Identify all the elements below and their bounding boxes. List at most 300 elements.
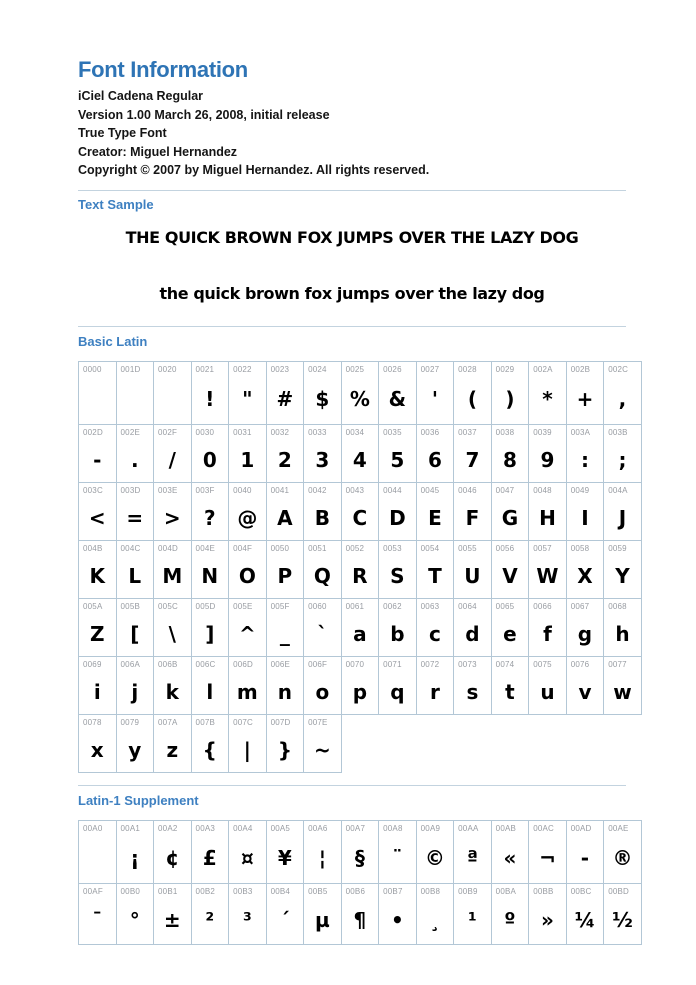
codepoint-label: 004D — [158, 543, 178, 553]
basic-latin-section — [78, 333, 632, 773]
codepoint-label: 002B — [570, 364, 591, 374]
glyph: Z — [90, 621, 105, 646]
codepoint-label: 0079 — [120, 717, 140, 727]
text-sample-heading: Text Sample — [78, 196, 154, 212]
codepoint-label: 004B — [83, 543, 103, 553]
page-title: Font Information — [78, 57, 248, 82]
codepoint-label: 00B4 — [270, 886, 291, 896]
glyph: 0 — [202, 447, 217, 472]
char-cell — [491, 598, 529, 656]
creator-line: Creator: Miguel Hernandez — [78, 144, 238, 159]
char-cell — [341, 656, 379, 714]
char-cell — [79, 714, 117, 772]
sample-text-lowercase: the quick brown fox jumps over the lazy dog — [159, 283, 545, 303]
char-cell — [454, 820, 492, 883]
char-cell — [191, 361, 229, 424]
codepoint-label: 003C — [83, 485, 103, 495]
glyph: # — [276, 387, 294, 411]
codepoint-label: 005A — [83, 601, 103, 611]
glyph: ` — [317, 621, 328, 646]
char-cell — [529, 482, 567, 540]
sample-text-uppercase: THE QUICK BROWN FOX JUMPS OVER THE LAZY DOG — [125, 227, 579, 247]
codepoint-label: 0033 — [308, 427, 327, 437]
codepoint-label: 0034 — [345, 427, 365, 437]
codepoint-label: 00B5 — [308, 886, 328, 896]
glyph: n — [277, 679, 292, 704]
char-cell — [154, 656, 192, 714]
codepoint-label: 0067 — [570, 601, 590, 611]
codepoint-label: 0058 — [570, 543, 590, 553]
glyph: i — [93, 679, 101, 704]
glyph: ¦ — [318, 846, 326, 870]
codepoint-label: 00BA — [495, 886, 517, 896]
char-cell — [266, 656, 304, 714]
codepoint-label: 002A — [533, 364, 553, 374]
char-cell — [341, 820, 379, 883]
codepoint-label: 00B3 — [233, 886, 253, 896]
codepoint-label: 00B8 — [420, 886, 441, 896]
char-cell — [454, 540, 492, 598]
basic-latin-charmap — [78, 361, 642, 773]
codepoint-label: 007D — [270, 717, 291, 727]
codepoint-label: 0022 — [233, 364, 252, 374]
char-cell — [304, 540, 342, 598]
codepoint-label: 0069 — [83, 659, 102, 669]
char-cell — [379, 820, 417, 883]
codepoint-label: 0075 — [533, 659, 552, 669]
codepoint-label: 0074 — [495, 659, 515, 669]
char-cell — [191, 598, 229, 656]
char-cell — [229, 482, 267, 540]
glyph: E — [428, 505, 442, 530]
char-cell — [116, 714, 154, 772]
glyph: J — [618, 505, 627, 530]
char-cell — [341, 361, 379, 424]
glyph: U — [464, 563, 481, 588]
glyph: 9 — [540, 447, 555, 472]
glyph: ¤ — [240, 846, 254, 870]
char-cell — [566, 656, 604, 714]
char-row — [79, 883, 642, 944]
glyph: K — [89, 563, 105, 588]
char-cell — [341, 424, 379, 482]
char-cell — [341, 883, 379, 944]
codepoint-label: 005E — [233, 601, 253, 611]
glyph: ² — [205, 908, 215, 932]
codepoint-label: 0031 — [233, 427, 252, 437]
glyph: r — [429, 679, 440, 704]
codepoint-label: 002E — [120, 427, 140, 437]
char-cell — [154, 883, 192, 944]
section-divider — [78, 190, 626, 191]
char-row — [79, 598, 642, 656]
glyph: µ — [314, 908, 330, 932]
codepoint-label: 006D — [233, 659, 253, 669]
font-type-line: True Type Font — [78, 126, 167, 140]
codepoint-label: 0057 — [533, 543, 552, 553]
codepoint-label: 007A — [158, 717, 178, 727]
glyph: L — [128, 563, 142, 588]
codepoint-label: 007E — [308, 717, 328, 727]
glyph: + — [576, 387, 594, 411]
glyph: c — [428, 621, 441, 646]
codepoint-label: 00A4 — [233, 823, 253, 833]
codepoint-label: 003A — [570, 427, 591, 437]
glyph: A — [277, 505, 293, 530]
codepoint-label: 0027 — [420, 364, 440, 374]
char-cell — [379, 482, 417, 540]
char-cell — [604, 482, 642, 540]
char-cell — [341, 482, 379, 540]
char-cell — [229, 656, 267, 714]
glyph: • — [390, 908, 404, 932]
codepoint-label: 0042 — [308, 485, 327, 495]
char-cell — [454, 361, 492, 424]
codepoint-label: 00A2 — [158, 823, 178, 833]
glyph: w — [613, 679, 632, 704]
char-cell — [416, 598, 454, 656]
glyph: H — [539, 505, 556, 530]
glyph: \ — [168, 621, 176, 646]
glyph: O — [238, 563, 256, 588]
glyph: £ — [202, 846, 217, 870]
char-cell — [454, 482, 492, 540]
char-cell — [116, 820, 154, 883]
glyph: ¶ — [353, 908, 367, 932]
glyph: > — [163, 505, 181, 530]
char-cell — [416, 540, 454, 598]
glyph: ' — [431, 387, 438, 411]
char-cell — [266, 482, 304, 540]
codepoint-label: 0077 — [608, 659, 627, 669]
codepoint-label: 0065 — [495, 601, 515, 611]
codepoint-label: 00AF — [83, 886, 103, 896]
codepoint-label: 0049 — [570, 485, 590, 495]
codepoint-label: 00AC — [533, 823, 554, 833]
glyph: X — [577, 563, 593, 588]
codepoint-label: 00AD — [570, 823, 592, 833]
codepoint-label: 0050 — [270, 543, 290, 553]
char-cell — [229, 883, 267, 944]
glyph: W — [536, 563, 559, 588]
char-cell — [379, 540, 417, 598]
char-cell — [491, 540, 529, 598]
codepoint-label: 00B2 — [195, 886, 216, 896]
glyph: ³ — [242, 908, 252, 932]
char-cell — [604, 598, 642, 656]
codepoint-label: 003E — [158, 485, 178, 495]
glyph: ¨ — [392, 846, 403, 870]
char-cell — [191, 424, 229, 482]
document-content — [78, 0, 633, 945]
glyph: u — [540, 679, 555, 704]
char-cell — [529, 424, 567, 482]
codepoint-label: 00B0 — [120, 886, 140, 896]
codepoint-label: 0056 — [495, 543, 515, 553]
char-cell — [529, 361, 567, 424]
char-cell — [529, 656, 567, 714]
glyph: Q — [313, 563, 331, 588]
codepoint-label: 00BB — [533, 886, 554, 896]
glyph: R — [352, 563, 368, 588]
char-cell — [304, 361, 342, 424]
codepoint-label: 00AE — [608, 823, 629, 833]
codepoint-label: 005B — [120, 601, 140, 611]
char-cell — [416, 656, 454, 714]
char-cell — [266, 714, 304, 772]
char-cell — [229, 424, 267, 482]
codepoint-label: 004E — [195, 543, 216, 553]
codepoint-label: 0073 — [458, 659, 477, 669]
char-cell — [266, 598, 304, 656]
char-cell — [454, 656, 492, 714]
char-cell — [304, 424, 342, 482]
codepoint-label: 0030 — [195, 427, 215, 437]
codepoint-label: 0044 — [383, 485, 402, 495]
char-cell — [529, 820, 567, 883]
codepoint-label: 00A6 — [308, 823, 328, 833]
char-row — [79, 656, 642, 714]
glyph: ¸ — [429, 908, 440, 932]
codepoint-label: 0068 — [608, 601, 627, 611]
char-cell — [304, 714, 342, 772]
glyph: ¥ — [277, 846, 292, 870]
glyph: 1 — [240, 447, 255, 472]
codepoint-label: 00A9 — [420, 823, 441, 833]
glyph: - — [93, 447, 102, 472]
char-cell — [491, 883, 529, 944]
codepoint-label: 00AB — [495, 823, 517, 833]
section-divider — [78, 785, 626, 786]
char-cell — [304, 883, 342, 944]
codepoint-label: 005F — [270, 601, 290, 611]
glyph: 8 — [502, 447, 517, 472]
glyph: , — [618, 387, 627, 411]
glyph: G — [501, 505, 519, 530]
glyph: e — [503, 621, 517, 646]
glyph: @ — [237, 505, 258, 530]
glyph: ~ — [313, 737, 331, 762]
char-cell — [341, 540, 379, 598]
char-cell — [266, 540, 304, 598]
char-cell — [79, 883, 117, 944]
glyph: M — [162, 563, 183, 588]
glyph: _ — [279, 621, 290, 646]
codepoint-label: 0060 — [308, 601, 327, 611]
glyph: < — [88, 505, 106, 530]
char-cell — [604, 656, 642, 714]
char-cell — [566, 482, 604, 540]
glyph: V — [502, 563, 518, 588]
codepoint-label: 00B6 — [345, 886, 366, 896]
glyph: ¢ — [165, 846, 180, 870]
glyph: « — [503, 846, 517, 870]
glyph: N — [201, 563, 219, 588]
codepoint-label: 00A1 — [120, 823, 140, 833]
codepoint-label: 001D — [120, 364, 141, 374]
codepoint-label: 0078 — [83, 717, 102, 727]
glyph: - — [580, 846, 590, 870]
char-cell — [191, 714, 229, 772]
char-cell — [266, 361, 304, 424]
glyph: g — [577, 621, 593, 646]
glyph: ¬ — [539, 846, 556, 870]
codepoint-label: 004C — [120, 543, 141, 553]
codepoint-label: 0045 — [420, 485, 440, 495]
glyph: ¡ — [130, 846, 140, 870]
glyph: t — [505, 679, 515, 704]
char-row — [79, 714, 642, 772]
font-meta-block — [78, 87, 626, 180]
char-cell — [229, 540, 267, 598]
char-cell — [491, 820, 529, 883]
glyph: ¼ — [574, 908, 596, 932]
codepoint-label: 0064 — [458, 601, 477, 611]
codepoint-label: 007C — [233, 717, 253, 727]
glyph: " — [242, 387, 253, 411]
codepoint-label: 00A8 — [383, 823, 403, 833]
glyph: 2 — [277, 447, 292, 472]
codepoint-label: 0029 — [495, 364, 515, 374]
codepoint-label: 0039 — [533, 427, 552, 437]
codepoint-label: 00BC — [570, 886, 592, 896]
char-cell — [379, 883, 417, 944]
glyph: x — [90, 737, 104, 762]
codepoint-label: 0023 — [270, 364, 290, 374]
glyph: º — [504, 908, 516, 932]
glyph: k — [165, 679, 179, 704]
char-cell — [304, 820, 342, 883]
glyph: y — [128, 737, 142, 762]
char-cell — [416, 361, 454, 424]
glyph: ° — [129, 908, 140, 932]
glyph: ( — [467, 387, 477, 411]
glyph: 5 — [390, 447, 405, 472]
char-row — [79, 482, 642, 540]
codepoint-label: 005D — [195, 601, 216, 611]
glyph: C — [352, 505, 368, 530]
char-cell — [604, 820, 642, 883]
section-divider — [78, 326, 626, 327]
glyph: ® — [612, 846, 633, 870]
glyph: o — [315, 679, 330, 704]
char-cell — [229, 361, 267, 424]
char-cell — [229, 820, 267, 883]
codepoint-label: 0038 — [495, 427, 515, 437]
codepoint-label: 002D — [83, 427, 103, 437]
char-cell — [79, 424, 117, 482]
char-cell — [116, 361, 154, 424]
char-cell — [529, 598, 567, 656]
glyph: * — [542, 387, 553, 411]
codepoint-label: 0070 — [345, 659, 365, 669]
char-cell — [116, 482, 154, 540]
codepoint-label: 0040 — [233, 485, 252, 495]
codepoint-label: 00AA — [458, 823, 479, 833]
char-cell — [379, 656, 417, 714]
glyph: p — [352, 679, 368, 704]
glyph: ) — [505, 387, 515, 411]
glyph: ^ — [238, 621, 256, 646]
codepoint-label: 006B — [158, 659, 178, 669]
codepoint-label: 0028 — [458, 364, 477, 374]
glyph: l — [206, 679, 214, 704]
codepoint-label: 005C — [158, 601, 178, 611]
basic-latin-heading: Basic Latin — [78, 333, 148, 349]
char-cell — [229, 714, 267, 772]
codepoint-label: 0051 — [308, 543, 327, 553]
char-cell — [191, 820, 229, 883]
char-cell — [566, 820, 604, 883]
codepoint-label: 006A — [120, 659, 140, 669]
glyph: | — [243, 737, 251, 762]
codepoint-label: 00A7 — [345, 823, 366, 833]
char-cell — [266, 424, 304, 482]
version-line: Version 1.00 March 26, 2008, initial release — [78, 107, 330, 122]
glyph: z — [166, 737, 179, 762]
char-cell — [491, 361, 529, 424]
codepoint-label: 004F — [233, 543, 253, 553]
char-cell — [304, 598, 342, 656]
char-cell — [529, 540, 567, 598]
char-cell — [79, 656, 117, 714]
codepoint-label: 0071 — [383, 659, 402, 669]
char-cell — [191, 482, 229, 540]
glyph: § — [354, 846, 365, 870]
char-cell — [566, 361, 604, 424]
char-cell — [491, 424, 529, 482]
codepoint-label: 0024 — [308, 364, 327, 374]
char-cell — [154, 482, 192, 540]
char-cell — [79, 482, 117, 540]
glyph: S — [390, 563, 405, 588]
codepoint-label: 0032 — [270, 427, 290, 437]
glyph: 4 — [352, 447, 367, 472]
codepoint-label: 006E — [270, 659, 291, 669]
char-row — [79, 540, 642, 598]
glyph: ] — [205, 621, 215, 646]
codepoint-label: 0025 — [345, 364, 365, 374]
codepoint-label: 0052 — [345, 543, 365, 553]
char-cell — [416, 482, 454, 540]
char-cell — [566, 883, 604, 944]
char-cell — [154, 540, 192, 598]
codepoint-label: 0037 — [458, 427, 477, 437]
char-cell — [266, 883, 304, 944]
codepoint-label: 0062 — [383, 601, 402, 611]
char-row — [79, 424, 642, 482]
codepoint-label: 0048 — [533, 485, 552, 495]
codepoint-label: 0072 — [420, 659, 440, 669]
codepoint-label: 003F — [195, 485, 215, 495]
glyph: f — [543, 621, 552, 646]
char-cell — [604, 424, 642, 482]
glyph: ½ — [612, 908, 633, 932]
char-cell — [454, 598, 492, 656]
glyph: s — [466, 679, 479, 704]
char-cell — [341, 598, 379, 656]
codepoint-label: 0000 — [83, 364, 102, 374]
char-cell — [566, 598, 604, 656]
glyph: » — [540, 908, 554, 932]
char-cell — [416, 424, 454, 482]
glyph: 6 — [427, 447, 442, 472]
glyph: ¹ — [468, 908, 477, 932]
codepoint-label: 00A3 — [195, 823, 216, 833]
char-cell — [191, 540, 229, 598]
char-cell — [154, 820, 192, 883]
glyph: % — [349, 387, 370, 411]
